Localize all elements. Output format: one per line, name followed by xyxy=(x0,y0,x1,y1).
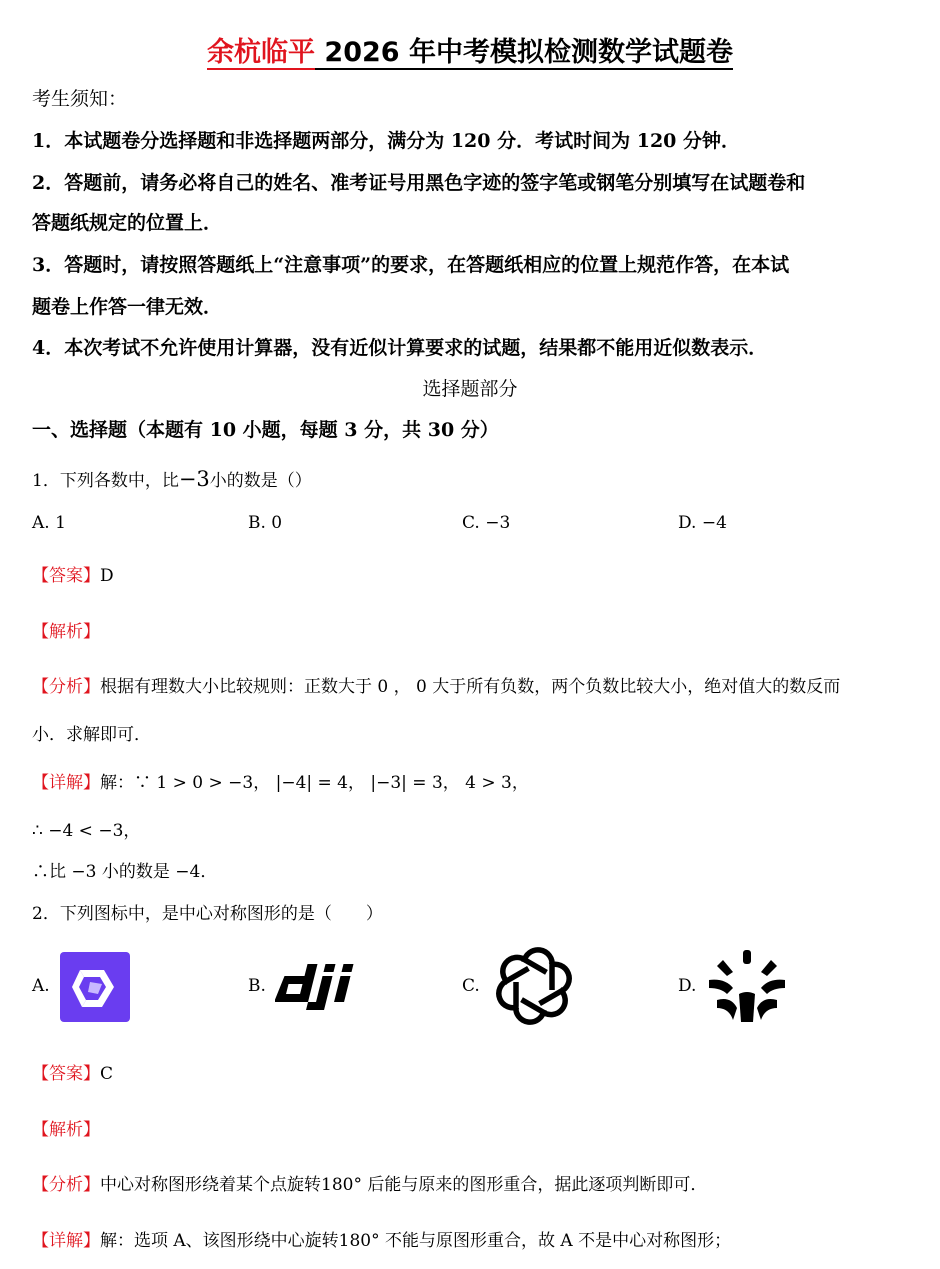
q1-answer xyxy=(32,561,114,586)
q1-stem-a: 1．下列各数中，比 xyxy=(32,471,179,491)
notice-item-1: 1．本试题卷分选择题和非选择题两部分，满分为 120 分．考试时间为 120 分钟． xyxy=(32,130,741,152)
notice-item-4: 4．本次考试不允许使用计算器，没有近似计算要求的试题，结果都不能用近似数表示． xyxy=(32,337,768,359)
notice-item-2: 2．答题前，请务必将自己的姓名、准考证号用黑色字迹的签字笔或钢笔分别填写在试题卷和 xyxy=(32,172,806,194)
q1-option-b: B. 0 xyxy=(248,513,283,533)
q2-fenxi-tag: 【分析】 xyxy=(32,1175,100,1195)
section-heading: 一、选择题（本题有 10 小题，每题 3 分，共 30 分） xyxy=(32,419,499,441)
q2-fenxi xyxy=(32,1170,707,1195)
q1-detail-2: ∴ −4 < −3， xyxy=(32,821,141,841)
q1-analysis-tag: 【解析】 xyxy=(32,622,100,642)
q2-detail xyxy=(32,1226,731,1251)
q2-detail-text: 解：选项 A、该图形绕中心旋转180° 不能与原图形重合，故 A 不是中心对称图形； xyxy=(100,1231,732,1251)
q2-label-d: D. xyxy=(678,976,697,996)
q1-fenxi xyxy=(32,672,840,697)
q1-stem-num: −3 xyxy=(178,467,210,491)
notice-item-3-cont: 题卷上作答一律无效． xyxy=(32,296,223,318)
q1-stem xyxy=(32,466,312,491)
openai-icon xyxy=(493,945,575,1031)
q1-detail xyxy=(32,768,529,793)
notice-heading: 考生须知： xyxy=(32,88,128,110)
title-rest: 2026 年中考模拟检测数学试题卷 xyxy=(315,37,733,68)
q1-fenxi-tag: 【分析】 xyxy=(32,677,100,697)
q2-answer xyxy=(32,1059,113,1084)
q1-option-a: A. 1 xyxy=(32,513,66,533)
q2-stem: 2．下列图标中，是中心对称图形的是（ ） xyxy=(32,904,383,924)
q1-detail-tag: 【详解】 xyxy=(32,773,100,793)
q1-option-c: C. −3 xyxy=(462,513,511,533)
q1-stem-b: 小的数是（） xyxy=(209,471,312,491)
q1-option-d: D. −4 xyxy=(678,513,727,533)
q1-detail-text: 解：∵ 1 > 0 > −3， |−4| = 4， |−3| = 3， 4 > 3， xyxy=(100,773,529,793)
q2-answer-tag: 【答案】 xyxy=(32,1064,100,1084)
exam-title xyxy=(0,30,940,69)
q1-detail-3: ∴比 −3 小的数是 −4． xyxy=(32,862,218,882)
q2-answer-value: C xyxy=(100,1064,114,1084)
radial-symbol-icon xyxy=(707,948,787,1028)
q2-label-c: C. xyxy=(462,976,480,996)
notice-item-3: 3．答题时，请按照答题纸上“注意事项”的要求，在答题纸相应的位置上规范作答，在本试 xyxy=(32,254,790,276)
hexagon-knot-icon xyxy=(60,952,130,1026)
title-region: 余杭临平 xyxy=(207,37,316,68)
q2-fenxi-text: 中心对称图形绕着某个点旋转180° 后能与原来的图形重合，据此逐项判断即可． xyxy=(100,1175,708,1195)
q1-fenxi-text: 根据有理数大小比较规则：正数大于 0 ， 0 大于所有负数，两个负数比较大小，绝对值大的数反而 xyxy=(100,677,841,697)
q1-answer-value: D xyxy=(100,566,114,586)
notice-item-2-cont: 答题纸规定的位置上． xyxy=(32,212,223,234)
q2-label-a: A. xyxy=(32,976,50,996)
q1-answer-tag: 【答案】 xyxy=(32,566,100,586)
q2-label-b: B. xyxy=(248,976,266,996)
q2-detail-tag: 【详解】 xyxy=(32,1231,100,1251)
q1-fenxi-cont: 小．求解即可． xyxy=(32,725,151,745)
dji-icon xyxy=(275,958,375,1022)
section-title: 选择题部分 xyxy=(422,378,518,400)
q2-analysis-tag: 【解析】 xyxy=(32,1120,100,1140)
